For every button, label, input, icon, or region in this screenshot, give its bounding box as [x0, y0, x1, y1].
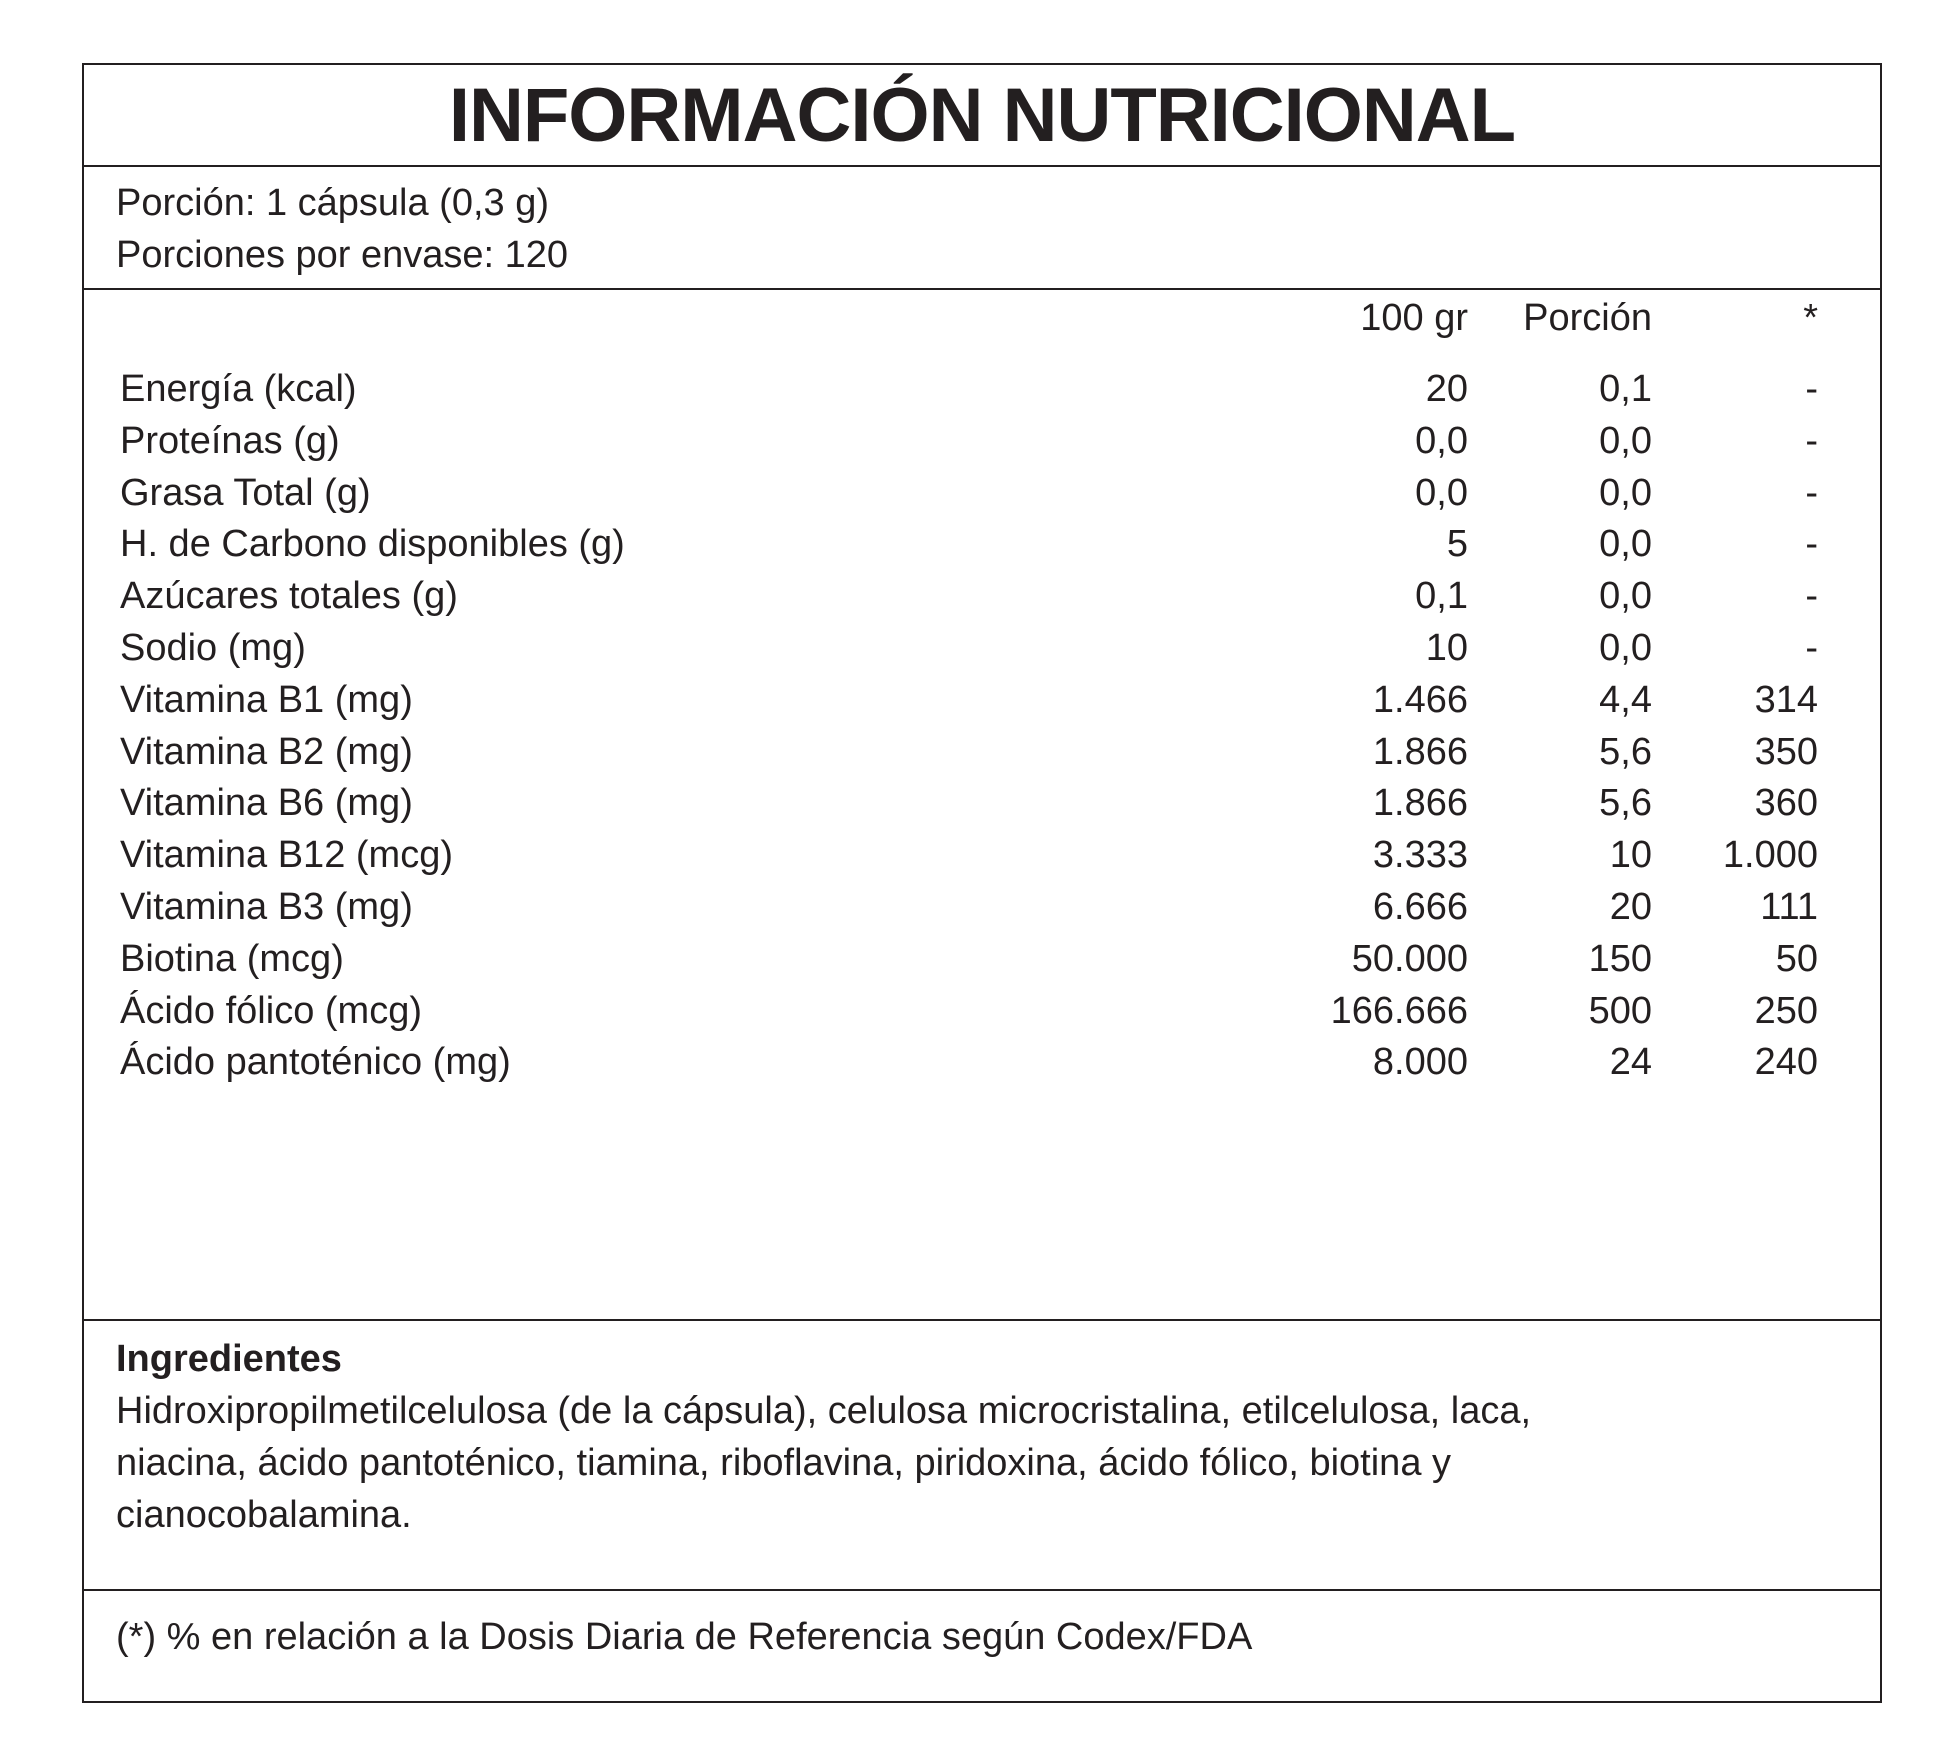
value-per-100g: 1.866: [1372, 782, 1468, 825]
value-per-100g: 3.333: [1372, 834, 1468, 877]
value-per-portion: 0,0: [1599, 471, 1652, 514]
value-per-100g: 1.466: [1372, 678, 1468, 721]
value-daily-percent: -: [1805, 419, 1818, 462]
divider-line: [82, 165, 1882, 167]
servings-per-container: Porciones por envase: 120: [116, 234, 569, 276]
nutrient-name: Vitamina B6 (mg): [120, 782, 413, 825]
table-row: [120, 1037, 1856, 1089]
divider-line: [82, 1589, 1882, 1591]
nutrient-name: Vitamina B12 (mcg): [120, 834, 453, 877]
table-row: [120, 727, 1856, 779]
table-row: [120, 468, 1856, 520]
table-row: [120, 675, 1856, 727]
value-per-portion: 0,1: [1599, 368, 1652, 410]
value-daily-percent: 111: [1760, 885, 1818, 928]
value-daily-percent: -: [1805, 575, 1818, 618]
table-row: [120, 416, 1856, 468]
serving-size: Porción: 1 cápsula (0,3 g): [116, 182, 550, 224]
value-per-100g: 8.000: [1372, 1041, 1468, 1084]
value-per-portion: 5,6: [1599, 730, 1652, 773]
value-per-100g: 1.866: [1372, 730, 1468, 773]
serving-info: [116, 177, 568, 281]
table-header-row: [120, 290, 1856, 364]
value-per-100g: 10: [1425, 626, 1468, 669]
nutrient-name: Vitamina B1 (mg): [120, 678, 413, 721]
nutrient-name: H. de Carbono disponibles (g): [120, 523, 625, 566]
table-body: [120, 364, 1856, 1089]
value-daily-percent: 350: [1754, 730, 1818, 773]
value-per-100g: 20: [1425, 368, 1468, 410]
nutrient-name: Biotina (mcg): [120, 937, 344, 980]
value-per-100g: 166.666: [1330, 989, 1468, 1032]
value-daily-percent: 360: [1754, 782, 1818, 825]
value-per-portion: 0,0: [1599, 575, 1652, 618]
table-row: [120, 778, 1856, 830]
table-row: [120, 571, 1856, 623]
value-daily-percent: -: [1805, 368, 1818, 410]
value-per-portion: 150: [1588, 937, 1652, 980]
table-row: [120, 623, 1856, 675]
table-row: [120, 934, 1856, 986]
nutrient-name: Vitamina B2 (mg): [120, 730, 413, 773]
value-per-portion: 4,4: [1599, 678, 1652, 721]
value-per-portion: 0,0: [1599, 626, 1652, 669]
divider-line: [82, 1319, 1882, 1321]
nutrient-name: Proteínas (g): [120, 419, 340, 462]
table-row: [120, 882, 1856, 934]
value-per-portion: 10: [1609, 834, 1652, 877]
ingredients-section: [116, 1333, 1856, 1541]
table-row: [120, 519, 1856, 571]
panel-title: INFORMACIÓN NUTRICIONAL: [448, 72, 1516, 158]
header-per-portion: Porción: [1523, 297, 1652, 339]
nutrient-name: Energía (kcal): [120, 368, 357, 410]
nutrition-facts-panel: [82, 63, 1882, 1703]
ingredients-line: niacina, ácido pantoténico, tiamina, riboflavina, piridoxina, ácido fólico, biotina y: [116, 1442, 1452, 1484]
nutrition-table: [120, 290, 1856, 1089]
value-daily-percent: -: [1805, 471, 1818, 514]
value-daily-percent: 314: [1754, 678, 1818, 721]
value-daily-percent: -: [1805, 626, 1818, 669]
value-daily-percent: 1.000: [1722, 834, 1818, 877]
table-row: [120, 364, 1856, 416]
value-daily-percent: 50: [1775, 937, 1818, 980]
value-per-100g: 0,0: [1415, 419, 1468, 462]
nutrient-name: Ácido pantoténico (mg): [120, 1041, 511, 1084]
value-per-100g: 0,1: [1415, 575, 1468, 618]
value-per-100g: 50.000: [1351, 937, 1468, 980]
header-per-100g: 100 gr: [1360, 297, 1468, 339]
header-daily-value: *: [1803, 297, 1818, 339]
value-daily-percent: -: [1805, 523, 1818, 566]
nutrient-name: Grasa Total (g): [120, 471, 371, 514]
value-per-portion: 20: [1609, 885, 1652, 928]
value-per-portion: 0,0: [1599, 523, 1652, 566]
nutrient-name: Azúcares totales (g): [120, 575, 458, 618]
value-daily-percent: 250: [1754, 989, 1818, 1032]
ingredients-line: Hidroxipropilmetilcelulosa (de la cápsula), celulosa microcristalina, etilcelulosa, laca,: [116, 1390, 1532, 1432]
nutrient-name: Sodio (mg): [120, 626, 306, 669]
ingredients-title: Ingredientes: [116, 1338, 342, 1380]
value-per-portion: 0,0: [1599, 419, 1652, 462]
value-per-portion: 5,6: [1599, 782, 1652, 825]
value-daily-percent: 240: [1754, 1041, 1818, 1084]
ingredients-line: cianocobalamina.: [116, 1494, 412, 1536]
nutrient-name: Vitamina B3 (mg): [120, 885, 413, 928]
value-per-100g: 5: [1446, 523, 1468, 566]
nutrient-name: Ácido fólico (mcg): [120, 989, 422, 1032]
footnote: (*) % en relación a la Dosis Diaria de Referencia según Codex/FDA: [116, 1616, 1253, 1658]
value-per-portion: 500: [1588, 989, 1652, 1032]
value-per-100g: 6.666: [1372, 885, 1468, 928]
table-row: [120, 986, 1856, 1038]
value-per-portion: 24: [1609, 1041, 1652, 1084]
table-row: [120, 830, 1856, 882]
value-per-100g: 0,0: [1415, 471, 1468, 514]
